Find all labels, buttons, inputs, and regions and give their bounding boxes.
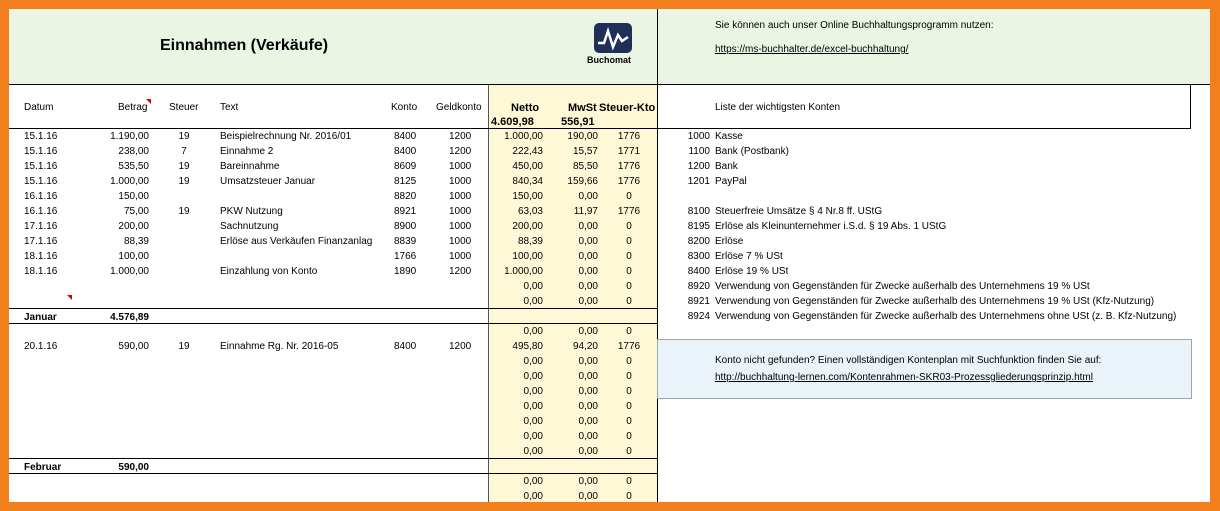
konto-name: Erlöse als Kleinunternehmer i.S.d. § 19 Abs. 1 UStG — [715, 221, 947, 232]
cell-datum[interactable]: 18.1.16 — [24, 251, 58, 262]
divider-vertical — [657, 9, 658, 502]
konto-name: PayPal — [715, 176, 747, 187]
divider-januar-bottom — [9, 323, 657, 324]
cell-steuer[interactable] — [169, 250, 199, 263]
cell-steuer-kto[interactable]: 1776 — [617, 206, 641, 217]
month-label: Januar — [24, 312, 57, 323]
online-hint: Sie können auch unser Online Buchhaltungsprogramm nutzen: — [715, 20, 994, 31]
cell-steuer[interactable] — [169, 415, 199, 428]
cell-konto[interactable] — [394, 370, 434, 383]
cell-netto[interactable]: 0,00 — [523, 326, 543, 337]
cell-konto[interactable]: 8400 — [394, 341, 417, 352]
konto-hint-text: Konto nicht gefunden? Einen vollständigen Kontenplan mit Suchfunktion finden Sie auf: — [715, 355, 1102, 366]
cell-steuer[interactable]: 19 — [178, 206, 190, 217]
cell-text[interactable] — [220, 250, 388, 263]
cell-steuer-kto[interactable]: 0 — [626, 236, 632, 247]
cell-konto[interactable]: 8820 — [394, 191, 417, 202]
konto-name: Verwendung von Gegenständen für Zwecke außerhalb des Unternehmens ohne USt (z. B. Kfz-Nutzung) — [715, 311, 1177, 322]
spreadsheet — [9, 9, 1210, 502]
konto-nr: 8924 — [687, 311, 710, 322]
konto-name: Bank (Postbank) — [715, 146, 789, 157]
cell-betrag[interactable]: 88,39 — [123, 236, 149, 247]
cell-steuer[interactable] — [169, 385, 199, 398]
cell-steuer-kto[interactable]: 1771 — [617, 146, 641, 157]
cell-steuer-kto[interactable]: 0 — [626, 446, 632, 457]
col-text: Text — [220, 102, 239, 113]
col-steuer-kto: Steuer-Kto — [599, 102, 656, 114]
cell-steuer[interactable] — [169, 370, 199, 383]
cell-mwst[interactable]: 0,00 — [578, 356, 598, 367]
cell-text[interactable]: Einnahme Rg. Nr. 2016-05 — [220, 341, 339, 352]
cell-betrag[interactable] — [79, 370, 149, 383]
cell-mwst[interactable]: 0,00 — [578, 416, 598, 427]
cell-mwst[interactable]: 0,00 — [578, 281, 598, 292]
cell-geldkonto[interactable] — [449, 325, 489, 338]
cell-konto[interactable] — [394, 325, 434, 338]
cell-steuer-kto[interactable]: 0 — [626, 371, 632, 382]
cell-netto[interactable]: 0,00 — [523, 431, 543, 442]
cell-netto[interactable]: 0,00 — [523, 281, 543, 292]
cell-datum[interactable] — [24, 295, 84, 308]
cell-mwst[interactable]: 0,00 — [578, 326, 598, 337]
divider-februar-bottom — [9, 473, 657, 474]
cell-datum[interactable]: 18.1.16 — [24, 266, 58, 277]
divider-colhdr — [9, 128, 657, 129]
cell-datum[interactable] — [24, 355, 84, 368]
total-mwst: 556,91 — [561, 116, 595, 128]
cell-netto[interactable]: 0,00 — [523, 401, 543, 412]
cell-steuer[interactable]: 19 — [178, 341, 190, 352]
cell-betrag[interactable]: 535,50 — [118, 161, 149, 172]
cell-mwst[interactable]: 190,00 — [567, 131, 598, 142]
cell-datum[interactable] — [24, 415, 84, 428]
col-liste: Liste der wichtigsten Konten — [715, 102, 841, 113]
cell-konto[interactable]: 8125 — [394, 176, 417, 187]
konto-nr: 1100 — [688, 146, 710, 157]
cell-steuer[interactable] — [169, 355, 199, 368]
cell-steuer-kto[interactable]: 1776 — [617, 341, 641, 352]
cell-datum[interactable]: 15.1.16 — [24, 131, 58, 142]
cell-datum[interactable]: 17.1.16 — [24, 236, 58, 247]
cell-mwst[interactable]: 0,00 — [578, 251, 598, 262]
konto-nr: 8195 — [687, 221, 710, 232]
cell-steuer[interactable] — [169, 295, 199, 308]
header-band — [9, 9, 657, 84]
cell-konto[interactable]: 8609 — [394, 161, 417, 172]
cell-geldkonto[interactable] — [449, 445, 489, 458]
cell-geldkonto[interactable] — [449, 385, 489, 398]
cell-netto[interactable]: 840,34 — [512, 176, 543, 187]
cell-betrag[interactable] — [79, 400, 149, 413]
col-steuer: Steuer — [169, 102, 199, 113]
cell-text[interactable]: Erlöse aus Verkäufen Finanzanlag — [220, 236, 373, 247]
page-title: Einnahmen (Verkäufe) — [160, 37, 329, 54]
cell-datum[interactable]: 20.1.16 — [24, 341, 58, 352]
cell-mwst[interactable]: 0,00 — [578, 446, 598, 457]
cell-geldkonto[interactable]: 1000 — [449, 221, 472, 232]
cell-konto[interactable] — [394, 445, 434, 458]
month-sum: 4.576,89 — [110, 312, 149, 323]
cell-text[interactable]: Umsatzsteuer Januar — [220, 176, 316, 187]
col-konto: Konto — [391, 102, 418, 113]
cell-netto[interactable]: 200,00 — [512, 221, 543, 232]
cell-mwst[interactable]: 11,97 — [573, 206, 598, 217]
cell-text[interactable]: PKW Nutzung — [220, 206, 283, 217]
cell-text[interactable]: Einnahme 2 — [220, 146, 274, 157]
cell-konto[interactable]: 1890 — [394, 266, 417, 277]
cell-geldkonto[interactable] — [449, 430, 489, 443]
cell-mwst[interactable]: 15,57 — [572, 146, 598, 157]
cell-datum[interactable] — [24, 325, 84, 338]
cell-steuer-kto[interactable]: 0 — [626, 431, 632, 442]
cell-geldkonto[interactable] — [449, 355, 489, 368]
cell-datum[interactable]: 16.1.16 — [24, 191, 58, 202]
konto-nr: 8921 — [687, 296, 710, 307]
cell-konto[interactable] — [394, 430, 434, 443]
cell-steuer[interactable]: 19 — [178, 161, 190, 172]
cell-geldkonto[interactable] — [449, 295, 489, 308]
cell-betrag[interactable]: 100,00 — [118, 251, 149, 262]
cell-geldkonto[interactable]: 1200 — [449, 146, 472, 157]
cell-steuer-kto[interactable]: 0 — [626, 491, 632, 502]
cell-steuer-kto[interactable]: 0 — [626, 251, 632, 262]
konto-nr: 1200 — [687, 161, 710, 172]
cell-datum[interactable]: 15.1.16 — [24, 161, 58, 172]
cell-betrag[interactable] — [79, 325, 149, 338]
cell-text[interactable] — [220, 445, 388, 458]
cell-betrag[interactable] — [79, 445, 149, 458]
cell-steuer-kto[interactable]: 1776 — [617, 176, 641, 187]
cell-konto[interactable] — [394, 400, 434, 413]
cell-text[interactable] — [220, 415, 388, 428]
cell-konto[interactable] — [394, 280, 434, 293]
cell-datum[interactable]: 15.1.16 — [24, 146, 58, 157]
cell-steuer-kto[interactable]: 0 — [626, 416, 632, 427]
cell-konto[interactable]: 8400 — [394, 131, 417, 142]
cell-steuer[interactable]: 7 — [181, 146, 187, 157]
cell-mwst[interactable]: 0,00 — [578, 491, 598, 502]
cell-geldkonto[interactable]: 1200 — [449, 131, 472, 142]
cell-steuer-kto[interactable]: 0 — [626, 281, 632, 292]
cell-datum[interactable]: 17.1.16 — [24, 221, 58, 232]
cell-mwst[interactable]: 0,00 — [578, 476, 598, 487]
col-betrag: Betrag — [118, 102, 148, 113]
cell-netto[interactable]: 0,00 — [523, 446, 543, 457]
cell-konto[interactable]: 8400 — [394, 146, 417, 157]
cell-geldkonto[interactable]: 1200 — [449, 266, 472, 277]
cell-netto[interactable]: 88,39 — [517, 236, 543, 247]
cell-geldkonto[interactable] — [449, 280, 489, 293]
cell-steuer[interactable] — [169, 190, 199, 203]
cell-netto[interactable]: 1.000,00 — [504, 266, 543, 277]
cell-mwst[interactable]: 0,00 — [578, 431, 598, 442]
cell-netto[interactable]: 100,00 — [512, 251, 543, 262]
cell-konto[interactable]: 8921 — [394, 206, 417, 217]
cell-steuer[interactable]: 19 — [178, 131, 190, 142]
cell-steuer-kto[interactable]: 0 — [626, 296, 632, 307]
cell-konto[interactable] — [394, 415, 434, 428]
buchomat-logo-icon — [594, 23, 632, 53]
cell-datum[interactable]: 16.1.16 — [24, 206, 58, 217]
divider-right — [1190, 84, 1191, 128]
cell-datum[interactable] — [24, 430, 84, 443]
cell-konto[interactable]: 8839 — [394, 236, 417, 247]
cell-betrag[interactable] — [79, 280, 149, 293]
cell-mwst[interactable]: 0,00 — [578, 266, 598, 277]
cell-steuer[interactable] — [169, 220, 199, 233]
konto-name: Bank — [715, 161, 738, 172]
cell-netto[interactable]: 1.000,00 — [504, 131, 543, 142]
cell-text[interactable]: Einzahlung von Konto — [220, 266, 318, 277]
col-netto: Netto — [511, 102, 540, 114]
cell-steuer[interactable] — [169, 430, 199, 443]
konto-nr: 8400 — [687, 266, 710, 277]
cell-mwst[interactable]: 85,50 — [572, 161, 598, 172]
konto-nr: 1201 — [687, 176, 710, 187]
cell-betrag[interactable]: 200,00 — [118, 221, 149, 232]
cell-geldkonto[interactable]: 1000 — [449, 251, 472, 262]
cell-netto[interactable]: 0,00 — [523, 386, 543, 397]
konto-name: Steuerfreie Umsätze § 4 Nr.8 ff. UStG — [715, 206, 883, 217]
comment-marker-icon — [67, 295, 72, 300]
cell-datum[interactable] — [24, 385, 84, 398]
total-netto: 4.609,98 — [491, 116, 534, 128]
cell-geldkonto[interactable]: 1000 — [449, 191, 472, 202]
cell-konto[interactable]: 1766 — [394, 251, 417, 262]
cell-netto[interactable]: 0,00 — [523, 371, 543, 382]
divider-januar-top — [9, 308, 657, 309]
cell-konto[interactable]: 8900 — [394, 221, 417, 232]
cell-steuer[interactable] — [169, 280, 199, 293]
cell-text[interactable] — [220, 295, 388, 308]
konto-name: Erlöse — [715, 236, 744, 247]
kontenplan-link[interactable]: http://buchhaltung-lernen.com/Kontenrahmen-SKR03-Prozessgliederungsprinzip.html — [715, 372, 1093, 383]
cell-text[interactable] — [220, 325, 388, 338]
cell-datum[interactable] — [24, 370, 84, 383]
col-datum: Datum — [24, 102, 54, 113]
cell-konto[interactable] — [394, 295, 434, 308]
cell-geldkonto[interactable] — [449, 400, 489, 413]
cell-betrag[interactable] — [79, 295, 149, 308]
cell-netto[interactable]: 0,00 — [523, 491, 543, 502]
konto-name: Erlöse 7 % USt — [715, 251, 783, 262]
cell-netto[interactable]: 0,00 — [523, 356, 543, 367]
cell-betrag[interactable] — [79, 355, 149, 368]
cell-geldkonto[interactable] — [449, 370, 489, 383]
konto-name: Kasse — [715, 131, 743, 142]
cell-netto[interactable]: 0,00 — [523, 476, 543, 487]
comment-marker-icon — [146, 99, 151, 104]
cell-text[interactable]: Sachnutzung — [220, 221, 279, 232]
cell-betrag[interactable]: 1.000,00 — [110, 266, 149, 277]
konto-name: Verwendung von Gegenständen für Zwecke außerhalb des Unternehmens 19 % USt — [715, 281, 1090, 292]
cell-netto[interactable]: 0,00 — [523, 296, 543, 307]
cell-text[interactable] — [220, 400, 388, 413]
cell-netto[interactable]: 63,03 — [517, 206, 543, 217]
cell-mwst[interactable]: 94,20 — [572, 341, 598, 352]
cell-steuer[interactable] — [169, 325, 199, 338]
cell-steuer-kto[interactable]: 1776 — [617, 131, 641, 142]
cell-mwst[interactable]: 0,00 — [578, 221, 598, 232]
cell-steuer-kto[interactable]: 1776 — [617, 161, 641, 172]
konto-name: Erlöse 19 % USt — [715, 266, 789, 277]
cell-geldkonto[interactable] — [449, 415, 489, 428]
cell-betrag[interactable]: 1.190,00 — [110, 131, 149, 142]
col-geldkonto: Geldkonto — [436, 102, 482, 113]
konto-hint-box — [657, 339, 1192, 399]
cell-datum[interactable] — [24, 280, 84, 293]
cell-steuer-kto[interactable]: 0 — [626, 266, 632, 277]
cell-netto[interactable]: 222,43 — [512, 146, 543, 157]
cell-datum[interactable] — [24, 445, 84, 458]
cell-netto[interactable]: 495,80 — [512, 341, 543, 352]
cell-steuer[interactable] — [169, 265, 199, 278]
divider-februar-top — [9, 458, 657, 459]
cell-steuer[interactable] — [169, 400, 199, 413]
cell-geldkonto[interactable]: 1200 — [449, 341, 472, 352]
cell-text[interactable] — [220, 280, 388, 293]
cell-geldkonto[interactable]: 1000 — [449, 206, 472, 217]
cell-netto[interactable]: 150,00 — [512, 191, 543, 202]
logo-text: Buchomat — [587, 55, 632, 65]
cell-text[interactable] — [220, 370, 388, 383]
cell-betrag[interactable]: 590,00 — [118, 341, 149, 352]
cell-konto[interactable] — [394, 385, 434, 398]
cell-datum[interactable] — [24, 400, 84, 413]
online-link[interactable]: https://ms-buchhalter.de/excel-buchhaltung/ — [715, 44, 909, 55]
cell-betrag[interactable] — [79, 430, 149, 443]
cell-mwst[interactable]: 0,00 — [578, 236, 598, 247]
month-label: Februar — [24, 462, 62, 473]
divider-colhdr-right — [657, 128, 1191, 129]
cell-betrag[interactable]: 1.000,00 — [110, 176, 149, 187]
cell-betrag[interactable]: 238,00 — [118, 146, 149, 157]
col-mwst: MwSt — [568, 102, 597, 114]
cell-datum[interactable]: 15.1.16 — [24, 176, 58, 187]
cell-text[interactable]: Bareinnahme — [220, 161, 280, 172]
konto-nr: 8920 — [687, 281, 710, 292]
cell-steuer[interactable]: 19 — [178, 176, 190, 187]
cell-betrag[interactable] — [79, 385, 149, 398]
cell-steuer-kto[interactable]: 0 — [626, 356, 632, 367]
cell-mwst[interactable]: 159,66 — [567, 176, 598, 187]
cell-steuer-kto[interactable]: 0 — [626, 476, 632, 487]
cell-mwst[interactable]: 0,00 — [578, 191, 598, 202]
cell-geldkonto[interactable]: 1000 — [449, 161, 472, 172]
cell-mwst[interactable]: 0,00 — [578, 401, 598, 412]
cell-steuer-kto[interactable]: 0 — [626, 386, 632, 397]
cell-mwst[interactable]: 0,00 — [578, 296, 598, 307]
cell-mwst[interactable]: 0,00 — [578, 371, 598, 382]
konto-nr: 8100 — [687, 206, 710, 217]
cell-steuer[interactable] — [169, 235, 199, 248]
cell-text[interactable] — [220, 385, 388, 398]
cell-netto[interactable]: 450,00 — [512, 161, 543, 172]
cell-geldkonto[interactable]: 1000 — [449, 236, 472, 247]
cell-betrag[interactable]: 75,00 — [123, 206, 149, 217]
cell-text[interactable] — [220, 190, 388, 203]
cell-steuer-kto[interactable]: 0 — [626, 221, 632, 232]
month-sum: 590,00 — [118, 462, 149, 473]
konto-name: Verwendung von Gegenständen für Zwecke außerhalb des Unternehmens 19 % USt (Kfz-Nutzung) — [715, 296, 1155, 307]
cell-text[interactable] — [220, 355, 388, 368]
cell-geldkonto[interactable]: 1000 — [449, 176, 472, 187]
konto-nr: 8200 — [687, 236, 710, 247]
cell-steuer[interactable] — [169, 445, 199, 458]
konto-nr: 8300 — [687, 251, 710, 262]
cell-mwst[interactable]: 0,00 — [578, 386, 598, 397]
cell-steuer-kto[interactable]: 0 — [626, 326, 632, 337]
cell-text[interactable] — [220, 430, 388, 443]
cell-betrag[interactable]: 150,00 — [118, 191, 149, 202]
cell-steuer-kto[interactable]: 0 — [626, 401, 632, 412]
cell-betrag[interactable] — [79, 415, 149, 428]
cell-netto[interactable]: 0,00 — [523, 416, 543, 427]
cell-steuer-kto[interactable]: 0 — [626, 191, 632, 202]
cell-konto[interactable] — [394, 355, 434, 368]
cell-text[interactable]: Beispielrechnung Nr. 2016/01 — [220, 131, 352, 142]
konto-nr: 1000 — [687, 131, 710, 142]
